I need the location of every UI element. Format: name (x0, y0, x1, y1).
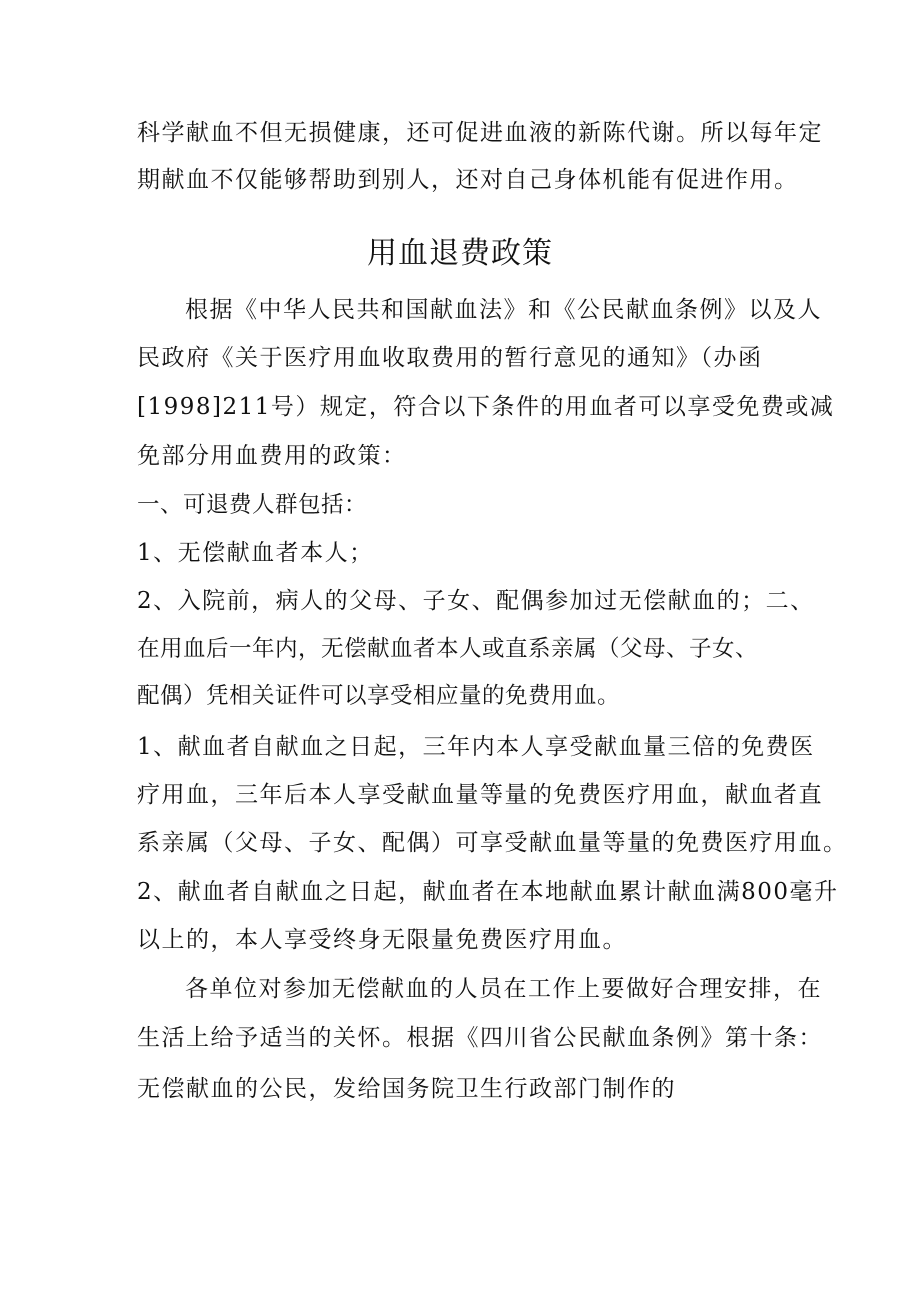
section1-heading: 一、可退费人群包括： (137, 492, 368, 518)
intro-line-2: 期献血不仅能够帮助到别人，还对自己身体机能有促进作用。 (137, 167, 799, 193)
policy-line-4: 免部分用血费用的政策： (137, 443, 407, 469)
section2-line-2: 配偶）凭相关证件可以享受相应量的免费用血。 (137, 683, 621, 709)
policy-line-2: 民政府《关于医疗用血收取费用的暂行意见的通知》（办函 (137, 345, 763, 371)
section2-item-3: 系亲属（父母、子女、配偶）可享受献血量等量的免费医疗用血。 (137, 830, 848, 856)
section2-item-1: 1、献血者自献血之日起，三年内本人享受献血量三倍的免费医 (137, 734, 815, 760)
closing-line-1: 各单位对参加无偿献血的人员在工作上要做好合理安排，在 (185, 976, 822, 1002)
closing-line-3: 无偿献血的公民，发给国务院卫生行政部门制作的 (137, 1076, 676, 1102)
page-title: 用血退费政策 (367, 236, 553, 271)
section2-item-2: 疗用血，三年后本人享受献血量等量的免费医疗用血，献血者直 (137, 782, 823, 808)
policy-line-3: [1998]211号）规定，符合以下条件的用血者可以享受免费或减 (137, 394, 835, 420)
section2-item-5: 以上的，本人享受终身无限量免费医疗用血。 (137, 927, 627, 953)
section1-item-1: 1、无偿献血者本人； (137, 540, 374, 566)
policy-line-1: 根据《中华人民共和国献血法》和《公民献血条例》以及人 (185, 297, 822, 323)
section2-item-4: 2、献血者自献血之日起，献血者在本地献血累计献血满800毫升 (137, 879, 839, 905)
intro-line-1: 科学献血不但无损健康，还可促进血液的新陈代谢。所以每年定 (137, 120, 823, 146)
section2-line-1: 在用血后一年内，无偿献血者本人或直系亲属（父母、子女、 (137, 636, 759, 662)
section1-item-2: 2、入院前，病人的父母、子女、配偶参加过无偿献血的；二、 (137, 588, 815, 614)
closing-line-2: 生活上给予适当的关怀。根据《四川省公民献血条例》第十条： (137, 1025, 823, 1051)
